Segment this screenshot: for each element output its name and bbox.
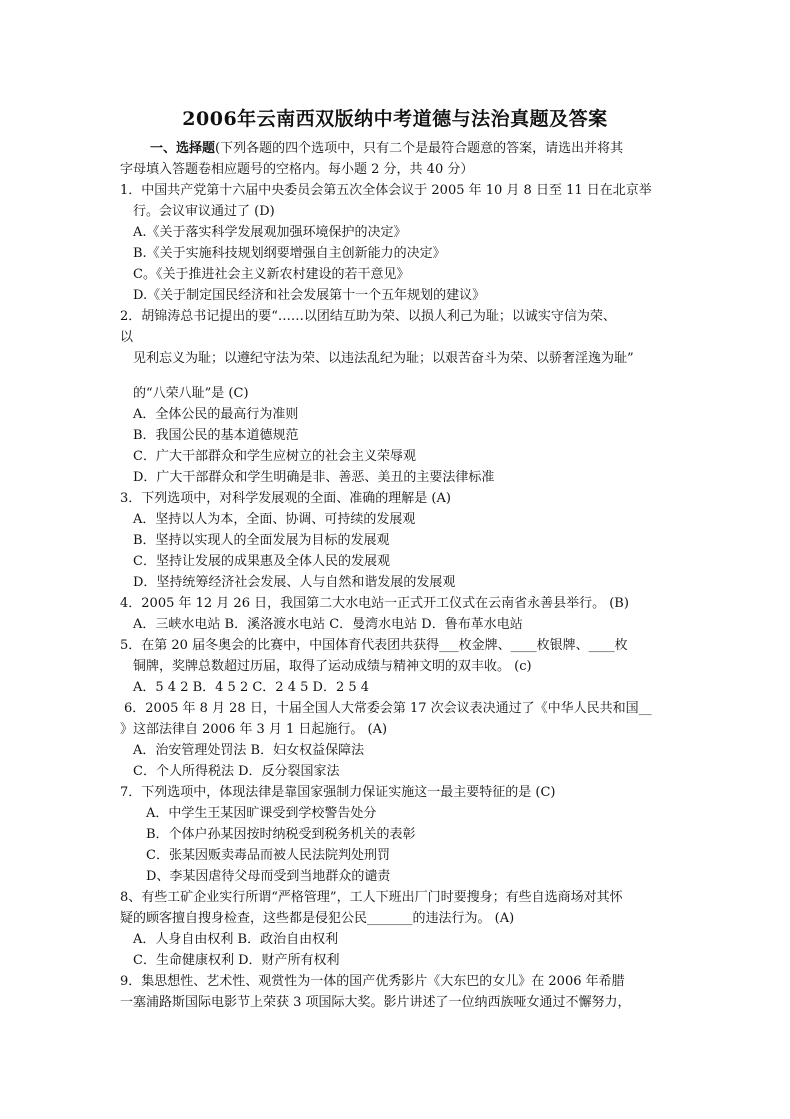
document-title: 2006年云南西双版纳中考道德与法治真题及答案 — [182, 108, 608, 130]
section-instruction-line-1 — [150, 139, 623, 159]
question-7-stem: 7．下列选项中，体现法律是靠国家强制力保证实施这一最主要特征的是 (C) — [120, 785, 556, 800]
question-9-stem-cont: 一塞浦路斯国际电影节上荣获 3 项国际大奖。影片讲述了一位纳西族哑女通过不懈努力， — [120, 995, 631, 1010]
question-1-stem: 1．中国共产党第十六届中央委员会第五次全体会议于 2005 年 10 月 8 日至 11 日在北京举 — [120, 183, 652, 198]
question-4-options: A．三峡水电站 B．溪洛渡水电站 C．曼湾水电站 D．鲁布革水电站 — [133, 617, 523, 632]
question-2-option-d: D．广大干部群众和学生明确是非、善恶、美丑的主要法律标准 — [133, 470, 495, 485]
question-8-options-ab: A．人身自由权利 B．政治自由权利 — [133, 932, 339, 947]
question-6-options-cd: C．个人所得税法 D．反分裂国家法 — [133, 764, 340, 779]
question-6-stem-cont: 》这部法律自 2006 年 3 月 1 日起施行。 (A) — [120, 722, 388, 737]
question-1-option-b: B.《关于实施科技规划纲要增强自主创新能力的决定》 — [133, 246, 446, 261]
section-instruction-line-2: 字母填入答题卷相应题号的空格内。每小题 2 分，共 40 分） — [120, 162, 474, 177]
question-8-stem: 8、有些工矿企业实行所谓“严格管理”，工人下班出厂门时要搜身；有些自选商场对其怀 — [120, 890, 623, 905]
question-3-stem: 3．下列选项中，对科学发展观的全面、准确的理解是 (A) — [120, 491, 451, 506]
question-4-stem: 4．2005 年 12 月 26 日，我国第二大水电站一正式开工仪式在云南省永善县举行。 (B) — [120, 596, 629, 611]
question-7-option-c: C．张某因贩卖毒品而被人民法院判处刑罚 — [146, 848, 390, 863]
question-5-stem: 5．在第 20 届冬奥会的比赛中，中国体育代表团共获得___枚金牌、____枚银牌、____枚 — [120, 638, 628, 653]
question-6-options-ab: A．治安管理处罚法 B．妇女权益保障法 — [133, 743, 365, 758]
question-8-options-cd: C．生命健康权利 D．财产所有权利 — [133, 953, 340, 968]
question-3-option-a: A．坚持以人为本，全面、协调、可持续的发展观 — [133, 512, 416, 527]
question-6-stem: 6．2005 年 8 月 28 日，十届全国人大常委会第 17 次会议表决通过了《中华人民共和国__ — [124, 701, 652, 716]
question-3-option-b: B．坚持以实现人的全面发展为目标的发展观 — [133, 533, 390, 548]
question-2-stem-cont-1: 以 — [120, 330, 134, 345]
question-2-option-c: C．广大干部群众和学生应树立的社会主义荣辱观 — [133, 449, 416, 464]
question-5-options: A．5 4 2 B．4 5 2 C．2 4 5 D．2 5 4 — [133, 680, 370, 695]
question-7-option-d: D、李某因虐待父母而受到当地群众的谴责 — [146, 869, 391, 884]
question-9-stem: 9．集思想性、艺术性、观赏性为一体的国产优秀影片《大东巴的女儿》在 2006 年希腊 — [120, 974, 625, 989]
section-instruction-text-1: (下列各题的四个选项中，只有二个是最符合题意的答案，请选出并将其 — [215, 141, 624, 156]
question-8-stem-cont: 疑的顾客擅自搜身检查，这些都是侵犯公民_______的违法行为。 (A) — [120, 911, 515, 926]
question-1-option-a: A.《关于落实科学发展观加强环境保护的决定》 — [133, 225, 407, 240]
question-3-option-c: C．坚持让发展的成果惠及全体人民的发展观 — [133, 554, 390, 569]
question-5-stem-cont: 铜牌，奖牌总数超过历届，取得了运动成绩与精神文明的双丰收。 (c) — [133, 659, 532, 674]
question-2-option-a: A．全体公民的最高行为准则 — [133, 407, 299, 422]
question-7-option-a: A．中学生王某因旷课受到学校警告处分 — [146, 806, 377, 821]
question-1-option-c: C。《关于推进社会主义新农村建设的若干意见》 — [133, 267, 410, 282]
question-1-option-d: D.《关于制定国民经济和社会发展第十一个五年规划的建议》 — [133, 288, 486, 303]
question-2-stem-cont-2: 见利忘义为耻；以遵纪守法为荣、以违法乱纪为耻；以艰苦奋斗为荣、以骄奢淫逸为耻” — [133, 351, 634, 366]
question-2-stem: 2．胡锦涛总书记提出的要“……以团结互助为荣、以损人利己为耻；以诚实守信为荣、 — [120, 309, 616, 324]
question-2-option-b: B．我国公民的基本道德规范 — [133, 428, 299, 443]
section-heading: 一、选择题 — [150, 141, 216, 156]
question-2-stem-cont-3: 的“八荣八耻”是 (C) — [133, 386, 249, 401]
question-1-stem-cont: 行。会议审议通过了 (D) — [133, 204, 275, 219]
question-7-option-b: B．个体户孙某因按时纳税受到税务机关的表彰 — [146, 827, 416, 842]
question-3-option-d: D．坚持统筹经济社会发展、人与自然和谐发展的发展观 — [133, 575, 456, 590]
